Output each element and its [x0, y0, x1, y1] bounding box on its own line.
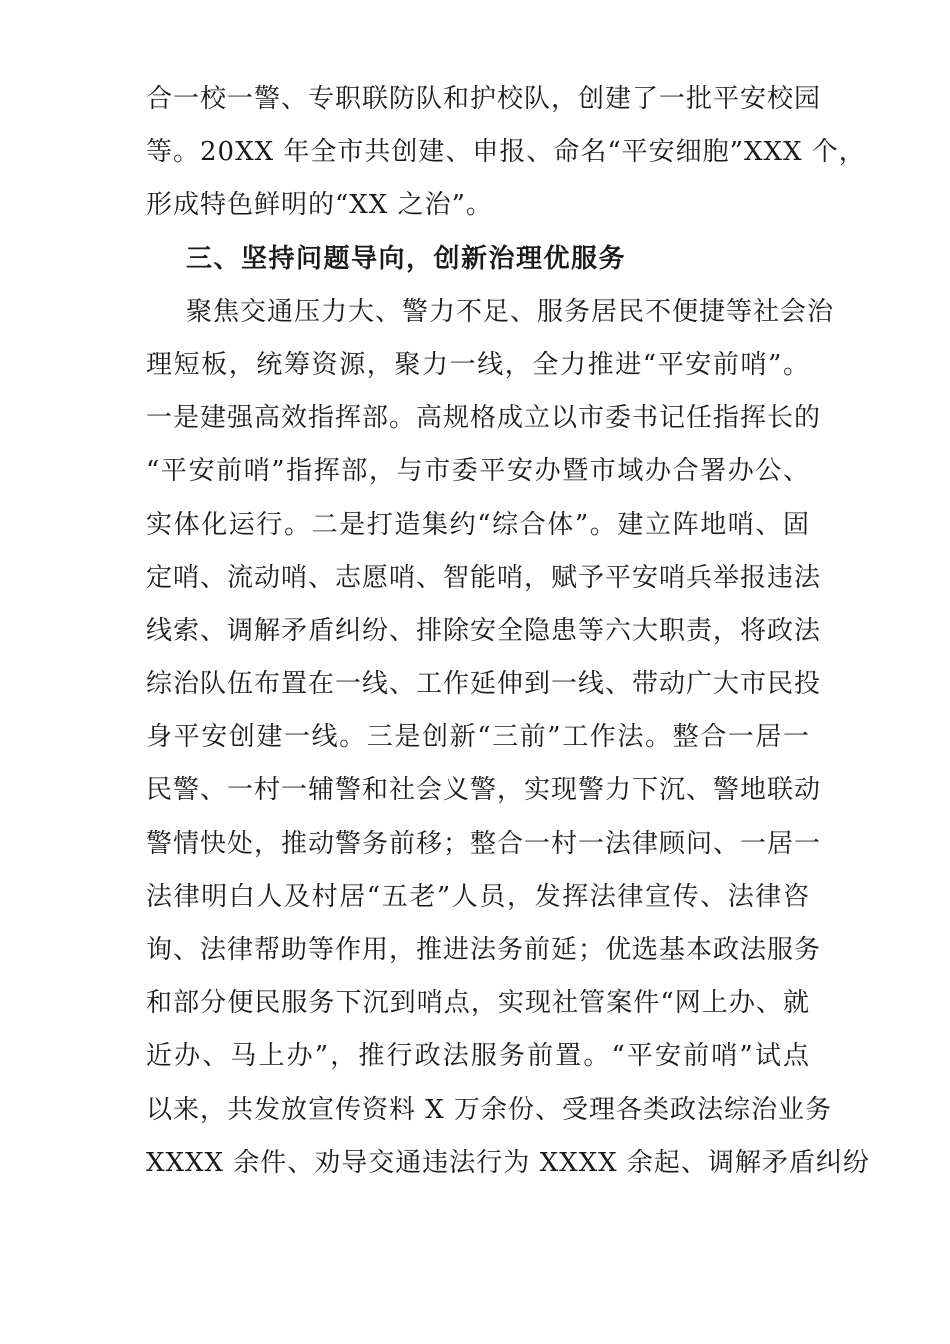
paragraph-line: 询、法律帮助等作用，推进法务前延；优选基本政法服务 — [146, 935, 822, 965]
paragraph-line: 理短板，统筹资源，聚力一线，全力推进“平安前哨”。 — [146, 349, 810, 380]
paragraph-line: 一是建强高效指挥部。高规格成立以市委书记任指挥长的 — [146, 403, 822, 434]
paragraph-line: XXXX 余件、劝导交通违法行为 XXXX 余起、调解矛盾纠纷 — [146, 1147, 870, 1178]
section-heading: 三、坚持问题导向，创新治理优服务 — [186, 243, 627, 274]
paragraph-line: 等。20XX 年全市共创建、申报、命名“平安细胞”XXX 个， — [146, 137, 866, 168]
paragraph-line: 以来，共发放宣传资料 X 万余份、受理各类政法综治业务 — [146, 1094, 833, 1125]
paragraph-line: 警情快处，推动警务前移；整合一村一法律顾问、一居一 — [146, 828, 822, 859]
paragraph-line: 线索、调解矛盾纠纷、排除安全隐患等六大职责，将政法 — [146, 615, 822, 646]
paragraph-line: 和部分便民服务下沉到哨点，实现社管案件“网上办、就 — [146, 988, 810, 1019]
paragraph-line: 形成特色鲜明的“XX 之治”。 — [146, 190, 493, 221]
paragraph-line: 聚焦交通压力大、警力不足、服务居民不便捷等社会治 — [186, 296, 835, 327]
paragraph-line: 法律明白人及村居“五老”人员，发挥法律宣传、法律咨 — [146, 881, 810, 912]
paragraph-line: 综治队伍布置在一线、工作延伸到一线、带动广大市民投 — [146, 669, 822, 700]
paragraph-line: 民警、一村一辅警和社会义警，实现警力下沉、警地联动 — [146, 775, 822, 806]
paragraph-line: 实体化运行。二是打造集约“综合体”。建立阵地哨、固 — [146, 509, 810, 540]
paragraph-line: 定哨、流动哨、志愿哨、智能哨，赋予平安哨兵举报违法 — [146, 562, 822, 593]
paragraph-line: 近办、马上办”，推行政法服务前置。“平安前哨”试点 — [146, 1041, 810, 1072]
paragraph-line: “平安前哨”指挥部，与市委平安办暨市域办合署办公、 — [146, 456, 810, 487]
paragraph-line: 身平安创建一线。三是创新“三前”工作法。整合一居一 — [146, 722, 810, 753]
document-body — [146, 73, 870, 1190]
paragraph-line: 合一校一警、专职联防队和护校队，创建了一批平安校园 — [146, 84, 822, 114]
